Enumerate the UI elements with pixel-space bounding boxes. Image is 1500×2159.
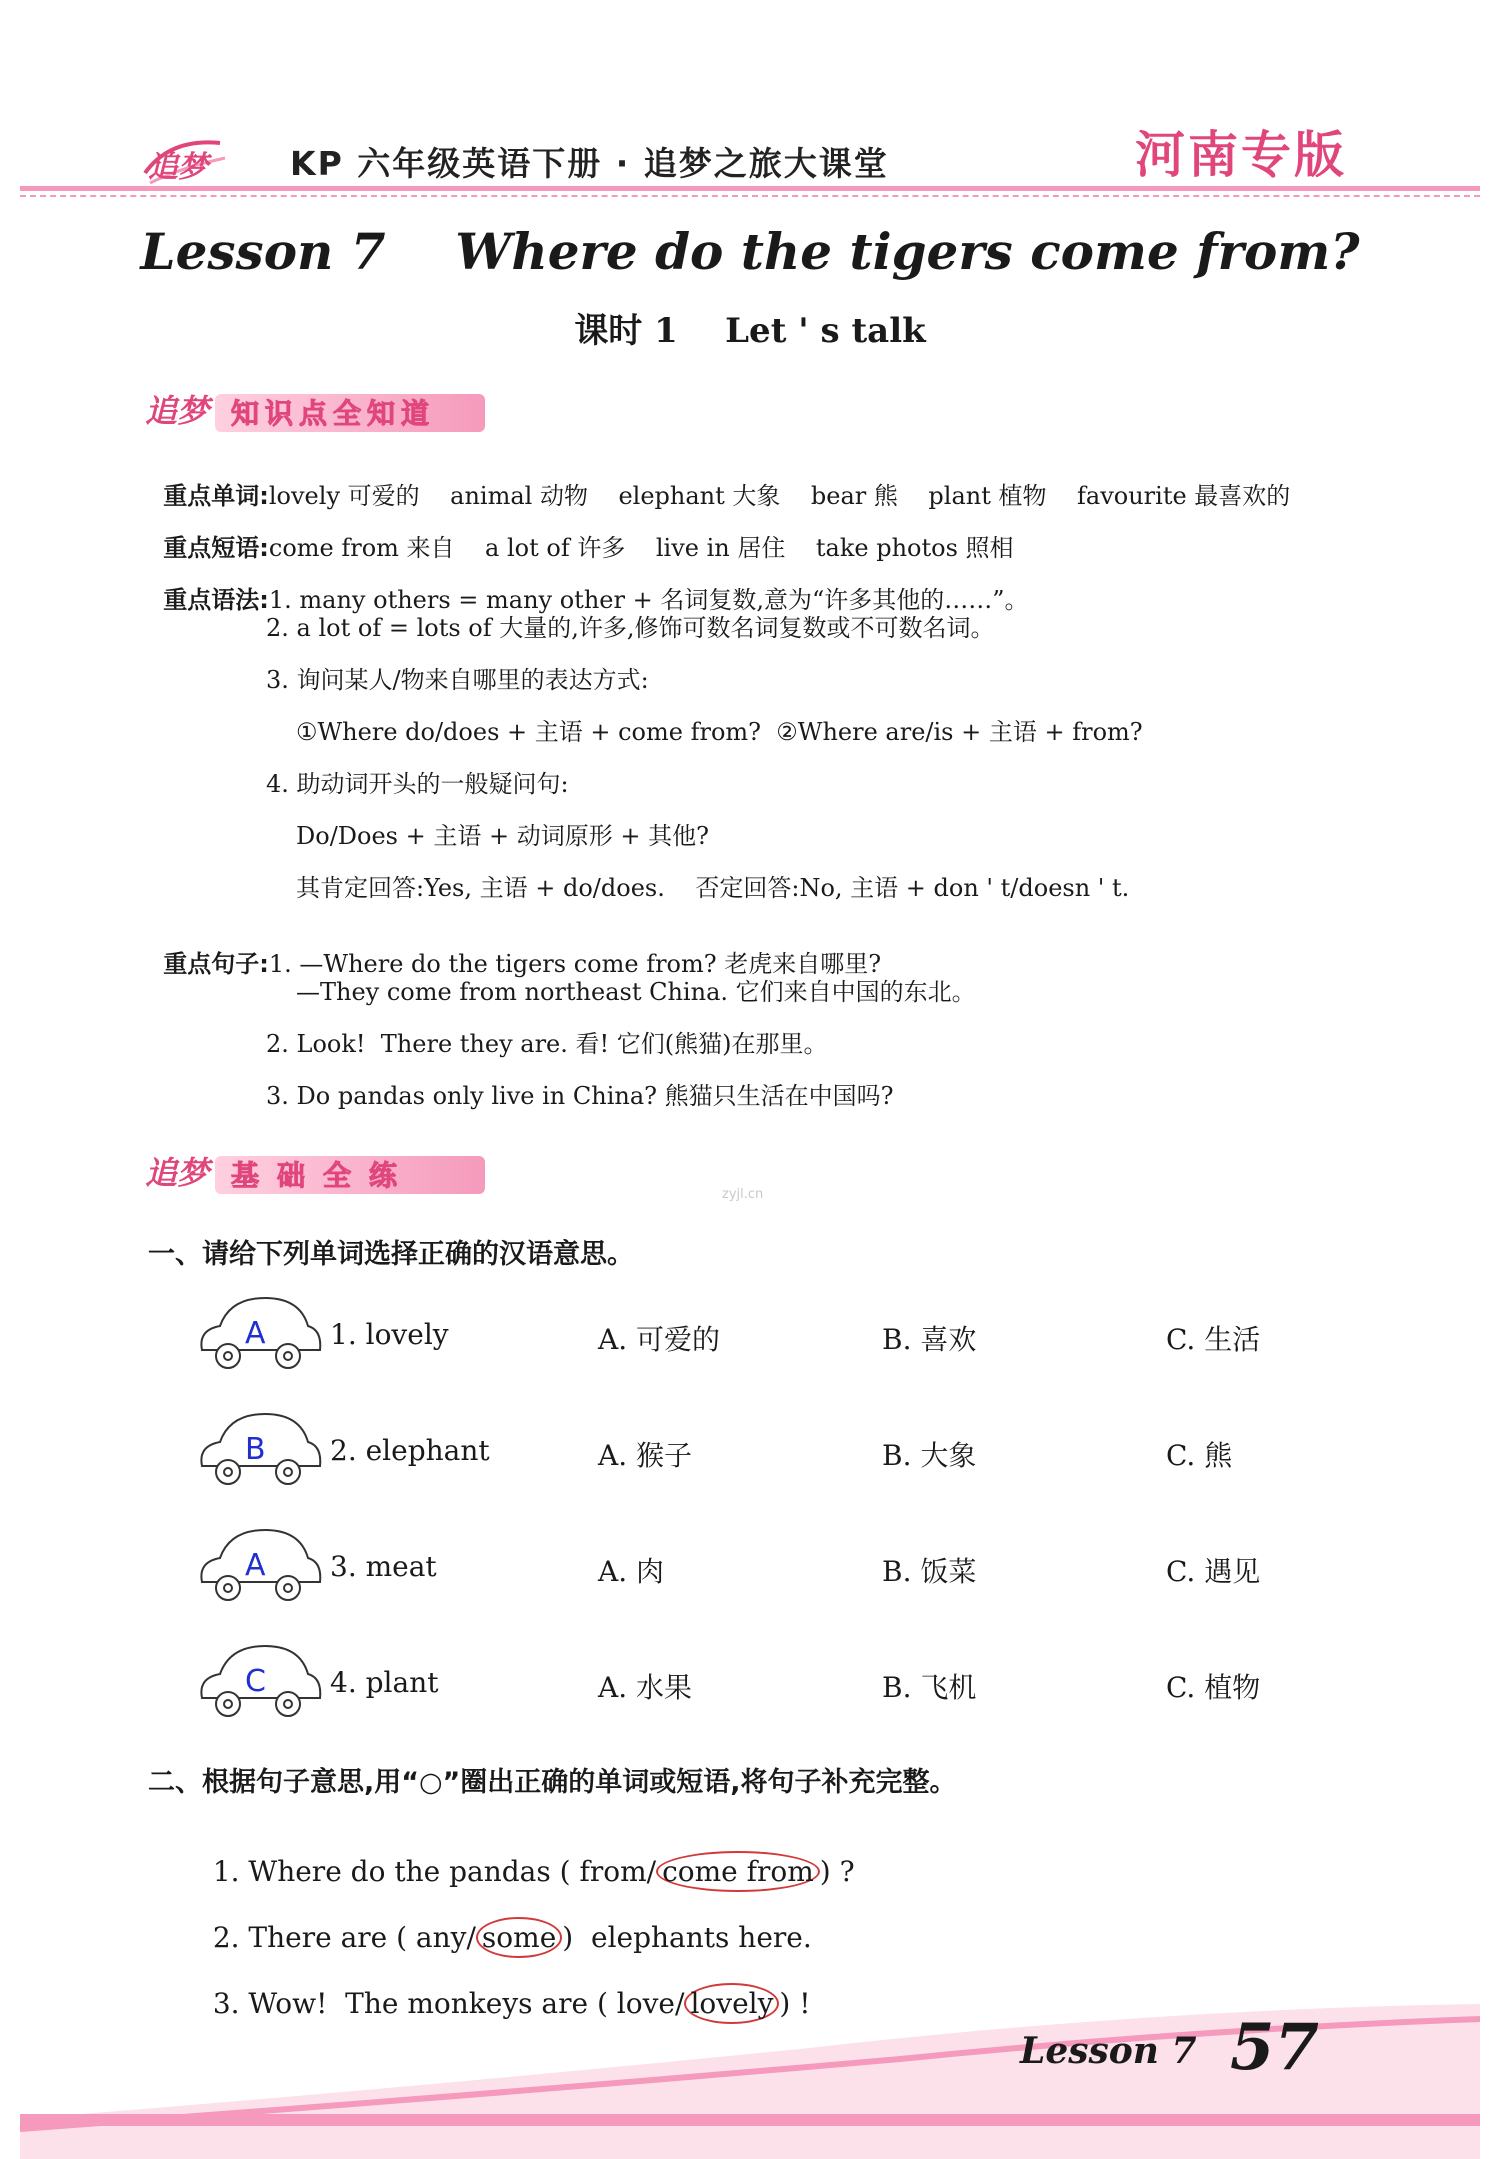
grammar-item: 2. a lot of = lots of 大量的,许多,修饰可数名词复数或不可数名词。 [266,614,995,642]
option-a: A. 可爱的 [598,1323,721,1356]
q1-row [190,1638,1340,1728]
q2-circled-answer: some [476,1917,562,1958]
answer: A [245,1316,266,1351]
q2-item [195,1822,855,1888]
phrases-line [148,512,1014,560]
header-logo [140,128,230,188]
sentence-item: 2. Look! There they are. 看! 它们(熊猫)在那里。 [266,1030,828,1058]
option-a: A. 水果 [598,1671,693,1704]
word: 1. lovely [330,1318,449,1351]
edition-label: 河南专版 [1135,126,1347,184]
grammar-item: 1. many others = many other + 名词复数,意为“许多其他的……”。 [268,586,1029,614]
option-b: B. 喜欢 [882,1323,977,1356]
logo-text: 追梦 [148,150,208,185]
section-banner-practice [145,1140,485,1200]
q2-circled-answer: come from [656,1851,820,1892]
sentence-item: 1. —Where do the tigers come from? 老虎来自哪里? [268,950,882,978]
q1-row [190,1406,1340,1496]
q2-heading: 二、根据句子意思,用“○”圈出正确的单词或短语,将句子补充完整。 [148,1767,957,1798]
footer-lesson-label: Lesson 7 [1020,2030,1197,2072]
q2-after: ) ? [819,1855,855,1888]
q2-item [195,1888,812,1954]
word: 2. elephant [330,1434,490,1467]
grammar-item: ①Where do/does + 主语 + come from? ②Where are/is + 主语 + from? [296,718,1143,746]
q2-after: ) ! [779,1987,811,2020]
banner-logo-text: 追梦 [145,392,210,430]
vocab-text: lovely 可爱的 animal 动物 elephant 大象 bear 熊 plant 植物 favourite 最喜欢的 [268,482,1291,510]
watermark: zyjl.cn [722,1187,764,1202]
sentence-item: 3. Do pandas only live in China? 熊猫只生活在中国吗? [266,1082,894,1110]
phrases-text: come from 来自 a lot of 许多 live in 居住 take photos 照相 [268,534,1014,562]
answer: A [245,1548,266,1583]
q2-before: 2. There are ( any/ [212,1921,476,1954]
lesson-subtitle: 课时 1 Let ' s talk [574,311,926,351]
q1-row [190,1522,1340,1612]
q1-row [190,1290,1340,1380]
option-b: B. 饭菜 [882,1555,977,1588]
q2-circled-answer: lovely [684,1983,779,2024]
word: 3. meat [330,1550,437,1583]
answer: B [245,1432,266,1467]
section-banner-knowledge [145,378,485,438]
option-c: C. 生活 [1166,1323,1261,1356]
sentences-line [148,928,881,976]
word: 4. plant [330,1666,439,1699]
lesson-title: Lesson 7 Where do the tigers come from? [140,222,1360,281]
phrases-label: 重点短语: [163,534,269,562]
header-rule-thin [20,195,1480,197]
q2-before: 1. Where do the pandas ( from/ [212,1855,657,1888]
vocab-label: 重点单词: [163,482,269,510]
option-b: B. 飞机 [882,1671,977,1704]
option-c: C. 熊 [1166,1439,1233,1472]
q1-heading: 一、请给下列单词选择正确的汉语意思。 [148,1239,634,1270]
banner-title: 知识点全知道 [231,397,436,430]
grammar-line [148,564,1029,612]
grammar-label: 重点语法: [163,586,269,614]
option-a: A. 猴子 [598,1439,693,1472]
option-c: C. 遇见 [1166,1555,1261,1588]
vocab-line [148,460,1290,508]
grammar-item: Do/Does + 主语 + 动词原形 + 其他? [296,822,709,850]
grammar-item: 3. 询问某人/物来自哪里的表达方式: [266,666,649,694]
book-title: KP 六年级英语下册 · 追梦之旅大课堂 [290,144,889,183]
page-number: 57 [1230,2010,1320,2085]
grammar-item: 4. 助动词开头的一般疑问句: [266,770,569,798]
option-a: A. 肉 [598,1555,665,1588]
option-b: B. 大象 [882,1439,977,1472]
banner-title: 基础全练 [231,1159,416,1192]
grammar-item: 其肯定回答:Yes, 主语 + do/does. 否定回答:No, 主语 + don ' t/doesn ' t. [296,874,1130,902]
banner-logo-text: 追梦 [145,1154,210,1192]
header-rule [20,186,1480,191]
q2-after: ) elephants here. [562,1921,812,1954]
answer: C [245,1664,266,1699]
sentence-item: —They come from northeast China. 它们来自中国的东北。 [296,978,976,1006]
option-c: C. 植物 [1166,1671,1261,1704]
q2-before: 3. Wow! The monkeys are ( love/ [212,1987,685,2020]
sentences-label: 重点句子: [163,950,269,978]
